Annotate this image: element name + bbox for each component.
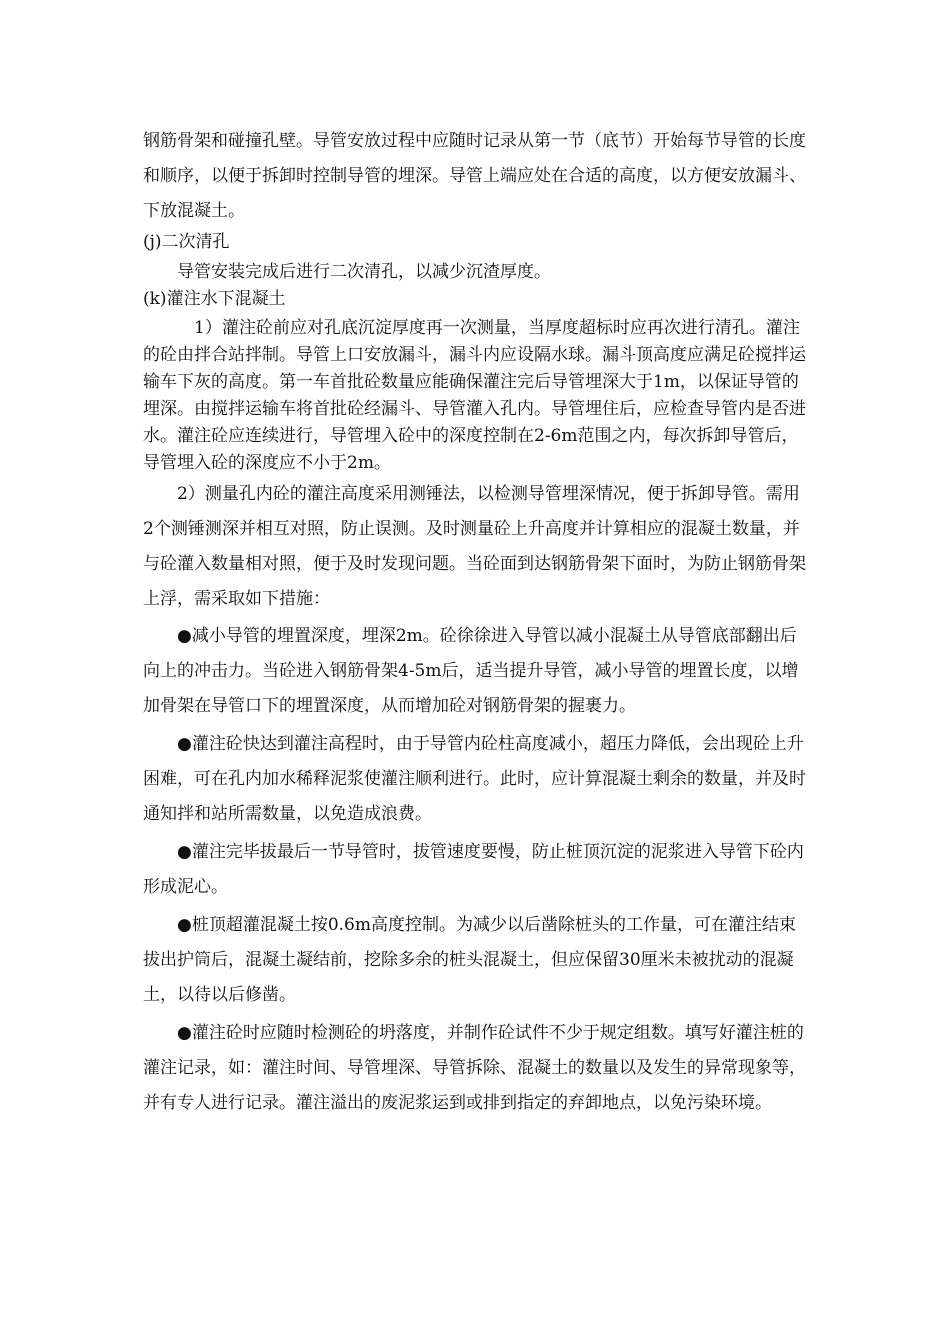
paragraph-step-1: 1）灌注砼前应对孔底沉淀厚度再一次测量，当厚度超标时应再次进行清孔。灌注的砼由拌合站拌制。导管上口安放漏斗，漏斗内应设隔水球。漏斗顶高度应满足砼搅拌运输车下灰的高度。第一车首批砼数量应能确保灌注完后导管埋深大于1m，以保证导管的埋深。由搅拌运输车将首批砼经漏斗、导管灌入孔内。导管埋住后，应检查导管内是否进水。灌注砼应连续进行，导管埋入砼中的深度控制在2-6m范围之内，每次拆卸导管后，导管埋入砼的深度应不小于2m。 [143,318,806,473]
bullet-item-pull-last-pipe: ●灌注完毕拔最后一节导管时，拔管速度要慢，防止桩顶沉淀的泥浆进入导管下砼内形成泥心。 [143,842,804,897]
section-heading-secondary-cleaning: (j)二次清孔 [143,232,230,252]
bullet-item-near-target-elevation: ●灌注砼快达到灌注高程时，由于导管内砼柱高度减小，超压力降低，会出现砼上升困难，可在孔内加水稀释泥浆使灌注顺利进行。此时，应计算混凝土剩余的数量，并及时通知拌和站所需数量，以免造成浪费。 [143,734,806,824]
paragraph-secondary-cleaning: 导管安装完成后进行二次清孔，以减少沉渣厚度。 [177,262,551,282]
bullet-item-reduce-embed-depth: ●减小导管的埋置深度，埋深2m。砼徐徐进入导管以减小混凝土从导管底部翻出后向上的冲击力。当砼进入钢筋骨架4-5m后，适当提升导管，减小导管的埋置长度，以增加骨架在导管口下的埋置深度，从而增加砼对钢筋骨架的握裹力。 [143,626,799,716]
document-body [143,124,810,1121]
section-heading-underwater-concrete: (k)灌注水下混凝土 [143,289,286,309]
bullet-item-slump-test-records: ●灌注砼时应随时检测砼的坍落度，并制作砼试件不少于规定组数。填写好灌注桩的灌注记录，如：灌注时间、导管埋深、导管拆除、混凝土的数量以及发生的异常现象等，并有专人进行记录。灌注溢出的废泥浆运到或排到指定的弃卸地点，以免污染环境。 [143,1023,806,1113]
paragraph-step-2: 2）测量孔内砼的灌注高度采用测锤法，以检测导管埋深情况，便于拆卸导管。需用2个测锤测深并相互对照，防止误测。及时测量砼上升高度并计算相应的混凝土数量，并与砼灌入数量相对照，便于及时发现问题。当砼面到达钢筋骨架下面时，为防止钢筋骨架上浮，需采取如下措施： [143,484,806,609]
bullet-item-pile-top-overpour: ●桩顶超灌混凝土按0.6m高度控制。为减少以后凿除桩头的工作量，可在灌注结束拔出护筒后，混凝土凝结前，挖除多余的桩头混凝土，但应保留30厘米未被扰动的混凝土，以待以后修凿。 [143,915,796,1005]
paragraph-guide-pipe-install: 钢筋骨架和碰撞孔壁。导管安放过程中应随时记录从第一节（底节）开始每节导管的长度和顺序，以便于拆卸时控制导管的埋深。导管上端应处在合适的高度，以方便安放漏斗、下放混凝土。 [143,131,806,221]
